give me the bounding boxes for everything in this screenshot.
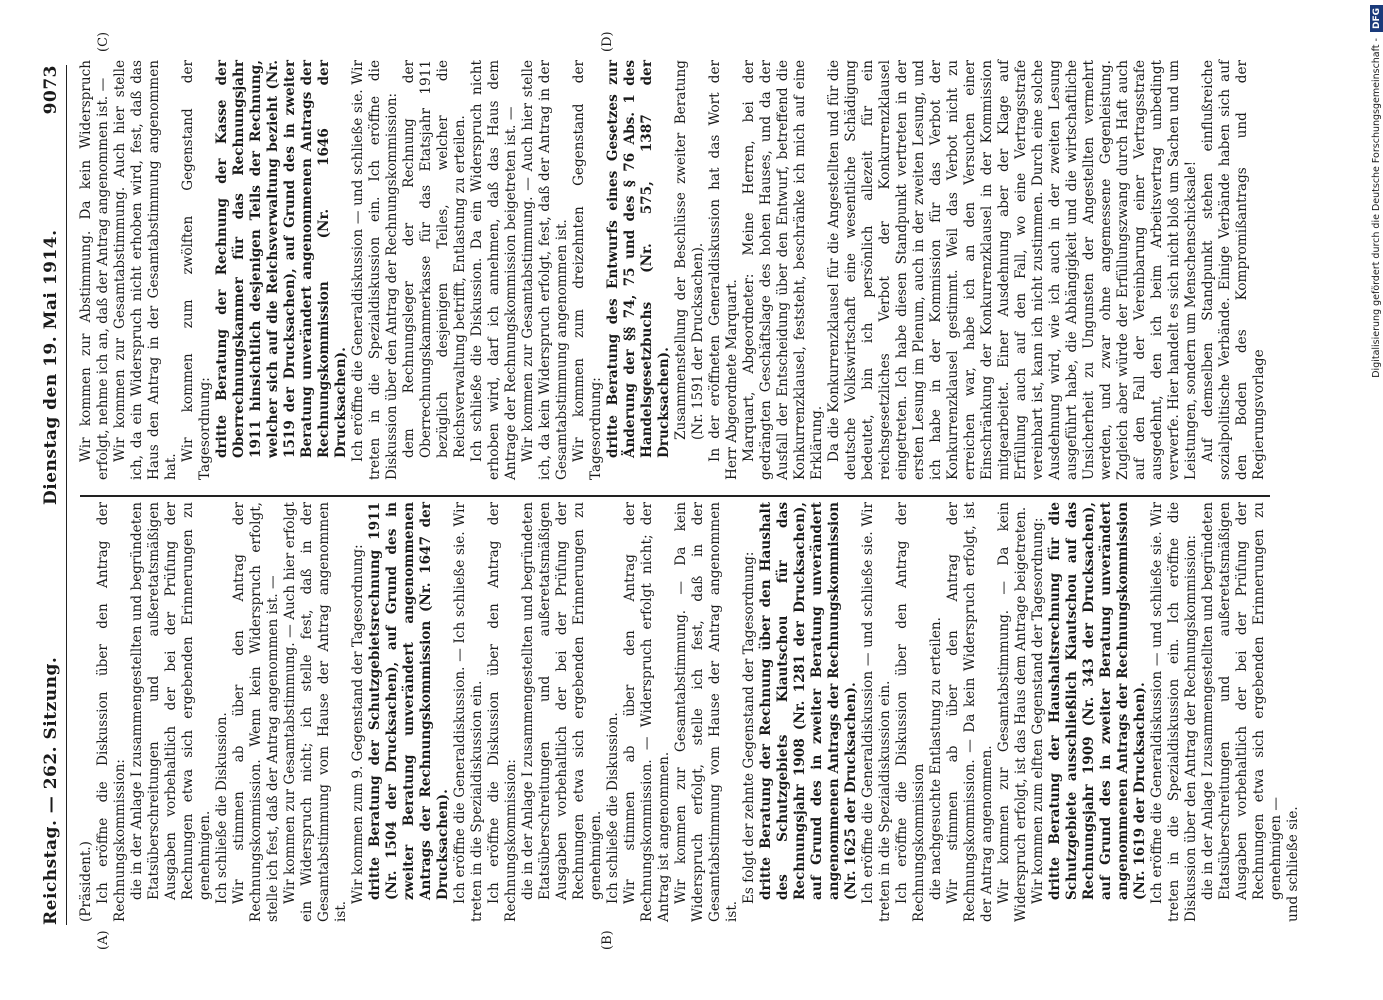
paragraph: Wir stimmen ab über den Antrag der Rechnungskommission. — Da kein Widerspruch erfolgt, ist der Antrag angenommen.	[945, 502, 995, 922]
paragraph: Wir stimmen ab über den Antrag der Rechnungskommission. Wenn kein Widerspruch erfolgt, stelle ich fest, daß der Antrag angenommen ist. —	[231, 502, 281, 922]
speech-paragraph: Da die Konkurrenzklausel für die Angestellten und für die deutsche Volkswirtschaft eine wesentliche Schädigung bedeutet, bin ich persönlich allezeit für ein reichsgesetzliches Verbot der Konkurrenzklausel eingetreten. Ich habe diesen Standpunkt vertreten in der ersten Lesung im Plenum, auch in der zweiten Lesung, und ich habe in der Kommission für das Verbot der Konkurrenzklausel gestimmt. Weil das Verbot nicht zu erreichen war, habe ich an den Versuchen einer Einschränkung der Konkurrenzklausel in der Kommission mitgearbeitet. Einer Ausdehnung aber der Klage auf Erfüllung auch auf den Fall, wo eine Vertragsstrafe vereinbart ist, kann ich nicht zustimmen. Durch eine solche Ausdehnung wird, wie ich auch in der zweiten Lesung ausgeführt habe, die Abhängigkeit und die wirtschaftliche Unsicherheit zu Ungunsten der Angestellten vermehrt werden, und zwar ohne angemessene Gegenleistung. Zugleich aber würde der Erfüllungszwang durch Haft auch auf den Fall der Vereinbarung einer Vertragsstrafe ausgedehnt, den ich beim Arbeitsvertrag unbedingt verwerfe. Hier handelt es sich nicht bloß um Sachen und um Leistungen, sondern um Menschenschicksale!	[826, 60, 1199, 480]
agenda-item: dritte Beratung der Rechnung über den Haushalt des Schutzgebiets Kiautschou für das Rechnungsjahr 1908 (Nr. 1281 der Drucksachen), auf Grund des in zweiter Beratung unverändert angenommenen Antrags der Rechnungskommission (Nr. 1625 der Drucksachen).	[758, 502, 859, 900]
paragraph: die in der Anlage I zusammengestellten und begründeten Etatsüberschreitungen und außeretatsmäßigen Ausgaben vorbehaltlich der bei der Prüfung der Rechnungen etwa sich ergebenden Erinnerungen zu genehmigen —	[1200, 502, 1284, 900]
agenda-item: dritte Beratung des Entwurfs eines Gesetzes zur Änderung der §§ 74, 75 und des § 76 Abs. 1 des Handelsgesetzbuchs (Nr. 575, 1387 der Drucksachen).	[605, 60, 672, 458]
left-column	[78, 502, 1302, 922]
agenda-item: dritte Beratung der Rechnung der Kasse der Oberrechnungskammer für das Rechnungsjahr 1911 hinsichtlich desjenigen Teils der Rechnung, welcher sich auf die Reichsverwaltung bezieht (Nr. 1519 der Drucksachen), auf Grund des in zweiter Beratung unverändert angenommenen Antrags der Rechnungskommission (Nr. 1646 der Drucksachen).	[214, 60, 349, 458]
agenda-item: dritte Beratung der Haushaltsrechnung für die Schutzgebiete ausschließlich Kiautschou auf das Rechnungsjahr 1909 (Nr. 343 der Drucksachen), auf Grund des in zweiter Beratung unverändert angenommenen Antrags der Rechnungskommission (Nr. 1619 der Drucksachen).	[1047, 502, 1148, 900]
margin-mark-c: (C)	[96, 31, 111, 52]
paragraph: Wir kommen zum zwölften Gegenstand der Tagesordnung:	[180, 60, 213, 480]
paragraph: die nachgesuchte Entlastung zu erteilen.	[928, 617, 944, 900]
column-divider	[80, 495, 1270, 497]
paragraph: Ich eröffne die Generaldiskussion — und schließe sie. Wir treten in die Spezialdiskussion ein. Ich eröffne die Diskussion über den Antrag der Rechnungskommission:	[1149, 502, 1199, 922]
paragraph: die in der Anlage I zusammengestellten und begründeten Etatsüberschreitungen und außeretatsmäßigen Ausgaben vorbehaltlich der bei der Prüfung der Rechnungen etwa sich ergebenden Erinnerungen zu genehmigen.	[129, 502, 213, 900]
paragraph: Wir kommen zur Gesamtabstimmung. Auch hier stelle ich, da ein Widerspruch nicht erhoben wird, fest, daß das Haus den Antrag in der Gesamtabstimmung angenommen hat.	[112, 60, 179, 480]
paragraph: Ich eröffne die Generaldiskussion. — Ich schließe sie. Wir treten in die Spezialdiskussion ein.	[452, 502, 485, 922]
page-number: 9073	[41, 65, 61, 115]
header-left: Reichstag. — 262. Sitzung.	[41, 656, 61, 925]
page-header	[38, 65, 64, 925]
margin-mark-b: (B)	[600, 930, 615, 950]
right-column	[78, 60, 1268, 480]
digitization-note	[1369, 5, 1383, 995]
paragraph: Ich schließe die Diskussion. Da ein Widerspruch nicht erhoben wird, darf ich annehmen, daß das Haus dem Antrage der Rechnungskommission beigetreten ist. —	[469, 60, 519, 480]
paragraph: Ich eröffne die Diskussion über den Antrag der Rechnungskommission:	[95, 502, 128, 922]
paragraph: In der eröffneten Generaldiskussion hat das Wort der Herr Abgeordnete Marquart.	[707, 60, 740, 480]
paragraph: Ich eröffne die Generaldiskussion — und schließe sie. Wir treten in die Spezialdiskussion ein. Ich eröffne die Diskussion über den Antrag der Rechnungskommission:	[350, 60, 400, 480]
paragraph: Ich schließe die Diskussion.	[605, 712, 621, 904]
paragraph: Wir kommen zur Gesamtabstimmung. — Auch hier stelle ich, da kein Widerspruch erfolgt, fest, daß der Antrag in der Gesamtabstimmung angenommen ist.	[520, 60, 570, 480]
paragraph: Ich eröffne die Generaldiskussion — und schließe sie. Wir treten in die Spezialdiskussion ein.	[860, 502, 893, 922]
paragraph: Es folgt der zehnte Gegenstand der Tagesordnung:	[741, 551, 757, 904]
paragraph: Wir stimmen ab über den Antrag der Rechnungskommission. — Widerspruch erfolgt nicht; der Antrag ist angenommen.	[622, 502, 672, 922]
speech-paragraph: Marquart, Abgeordneter: Meine Herren, bei der gedrängten Geschäftslage des hohen Hauses, und da der Ausfall der Entscheidung über den Entwurf, betreffend die Konkurrenzklausel, feststeht, beschränke ich mich auf eine Erklärung.	[741, 60, 825, 480]
header-date: Dienstag den 19. Mai 1914.	[41, 229, 61, 505]
paragraph: Zusammenstellung der Beschlüsse zweiter Beratung (Nr. 1591 der Drucksachen).	[673, 60, 706, 440]
margin-mark-d: (D)	[600, 31, 615, 52]
paragraph: Wir kommen zum dreizehnten Gegenstand der Tagesordnung:	[571, 60, 604, 480]
paragraph: Wir kommen zum elften Gegenstand der Tagesordnung:	[1030, 517, 1046, 904]
margin-mark-a: (A)	[96, 930, 111, 950]
agenda-item: dritte Beratung der Schutzgebietsrechnung 1911 (Nr. 1504 der Drucksachen), auf Grund des in zweiter Beratung unverändert angenommenen Antrags der Rechnungskommission (Nr. 1647 der Drucksachen).	[367, 502, 451, 900]
paragraph: (Präsident.)	[78, 841, 94, 922]
paragraph: Ich eröffne die Diskussion über den Antrag der Rechnungskommission:	[486, 502, 519, 922]
paragraph: die in der Anlage I zusammengestellten und begründeten Etatsüberschreitungen und außeretatsmäßigen Ausgaben vorbehaltlich der bei der Prüfung der Rechnungen etwa sich ergebenden Erinnerungen zu genehmigen.	[520, 502, 604, 900]
paragraph: Ich eröffne die Diskussion über den Antrag der Rechnungskommission	[894, 502, 927, 922]
paragraph: dem Rechnungsleger der Rechnung der Oberrechnungskammerkasse für das Etatsjahr 1911 bezüglich desjenigen Teiles, welcher die Reichsverwaltung betrifft, Entlastung zu erteilen.	[401, 60, 468, 458]
dfg-logo: DFG	[1370, 5, 1383, 32]
paragraph: Wir kommen zum 9. Gegenstand der Tagesordnung:	[350, 544, 366, 904]
paragraph: Wir kommen zur Abstimmung. Da kein Widerspruch erfolgt, nehme ich an, daß der Antrag angenommen ist. —	[78, 60, 111, 480]
paragraph: Wir kommen zur Gesamtabstimmung. — Auch hier erfolgt ein Widerspruch nicht; ich stelle fest, daß in der Gesamtabstimmung vom Hause der Antrag angenommen ist.	[282, 502, 349, 922]
paragraph: Ich schließe die Diskussion.	[214, 712, 230, 904]
paragraph: Wir kommen zur Gesamtabstimmung. — Da kein Widerspruch erfolgt, ist das Haus dem Antrage beigetreten.	[996, 502, 1029, 922]
paragraph: Wir kommen zur Gesamtabstimmung. — Da kein Widerspruch erfolgt, stelle ich fest, daß in der Gesamtabstimmung vom Hause der Antrag angenommen ist.	[673, 502, 740, 922]
speech-paragraph: Auf demselben Standpunkt stehen einflußreiche sozialpolitische Verbände. Einige Verbände haben sich auf den Boden des Kompromißantrags und der Regierungsvorlage	[1200, 60, 1267, 480]
header-rule	[66, 65, 67, 925]
digitization-text: Digitalisierung gefördert durch die Deutsche Forschungsgemeinschaft -	[1371, 38, 1382, 378]
paragraph: und schließe sie.	[1285, 806, 1301, 922]
